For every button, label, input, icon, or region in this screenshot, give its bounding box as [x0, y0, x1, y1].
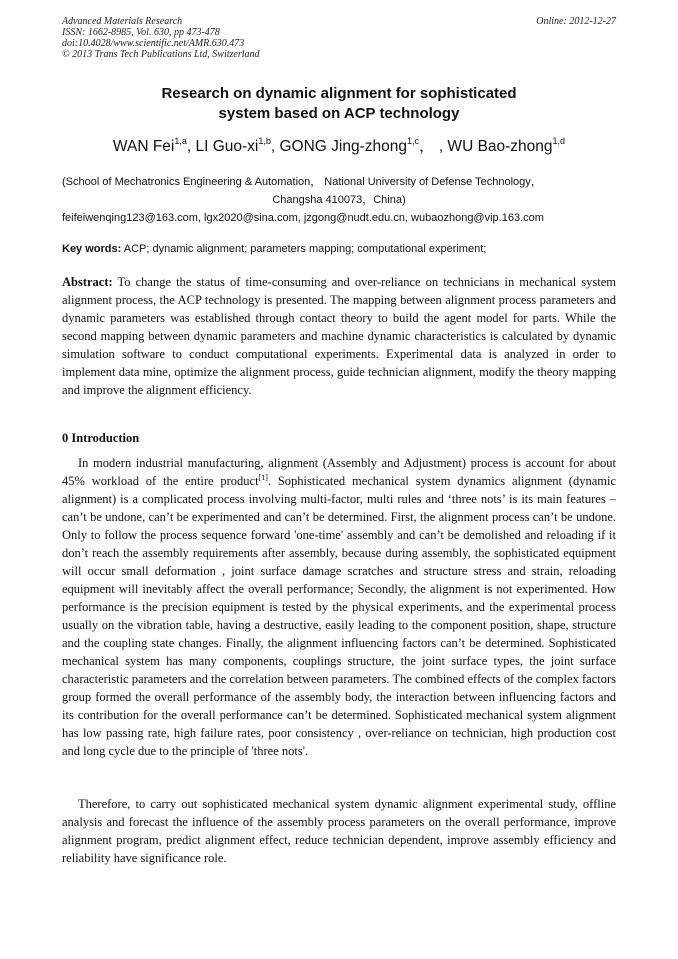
- affiliation-line-1: (School of Mechatronics Engineering & Automation， National University of Defense Technology，: [62, 176, 542, 188]
- intro-paragraph-1: [62, 454, 616, 760]
- author-name: WAN Fei: [112, 138, 175, 155]
- issn-line: ISSN: 1662-8985, Vol. 630, pp 473-478: [62, 27, 220, 38]
- author-list: [62, 137, 616, 157]
- author-affil-mark: 1,c: [407, 136, 420, 146]
- author-name: , GONG Jing-zhong: [270, 138, 407, 155]
- intro-paragraph-2: Therefore, to carry out sophisticated mechanical system dynamic alignment experimental study, offline analysis and forecast the influence of the assembly process parameters on the overall performance, improve alignment program, predict alignment effect, reduce technician dependent, improve assembly efficiency and reliability have significance role.: [62, 797, 616, 865]
- keywords: [62, 241, 616, 257]
- author-affil-mark: 1,d: [552, 136, 566, 146]
- paper-title: [62, 84, 616, 124]
- online-date: Online: 2012-12-27: [536, 16, 616, 27]
- affiliation-line-2: Changsha 410073，China): [272, 194, 406, 206]
- journal-name: Advanced Materials Research: [62, 16, 183, 27]
- author-emails: feifeiwenqing123@163.com, lgx2020@sina.com, jzgong@nudt.edu.cn, wubaozhong@vip.163.com: [62, 212, 544, 224]
- author-name: ， , WU Bao-zhong: [419, 138, 553, 155]
- journal-header: [62, 16, 616, 60]
- intro-text-start: In modern industrial manufacturing, alignment (Assembly and Adjustment) process is account for about 45% workload of the entire product: [62, 456, 616, 488]
- citation-ref: [1]: [258, 473, 268, 482]
- author-name: , LI Guo-xi: [186, 138, 259, 155]
- affiliation: [62, 173, 616, 227]
- section-heading: 0 Introduction: [62, 431, 140, 445]
- keywords-text: ACP; dynamic alignment; parameters mapping; computational experiment;: [121, 243, 487, 255]
- author-affil-mark: 1,b: [258, 136, 271, 146]
- keywords-label: Key words:: [62, 243, 122, 255]
- doi-line: doi:10.4028/www.scientific.net/AMR.630.473: [62, 38, 245, 49]
- abstract-label: Abstract:: [62, 275, 113, 289]
- title-line-1: Research on dynamic alignment for sophisticated: [161, 85, 517, 102]
- author-affil-mark: 1,a: [174, 136, 187, 146]
- intro-text-rest: . Sophisticated mechanical system dynamics alignment (dynamic alignment) is a complicated process involving multi-factor, multi rules and ‘three nots’ is its main features – can’t be undone, can’t be experimented and can’t be determined. First, the alignment process can’t be undone. Only to follow the process sequence forward 'one-time' assembly and can’t be demolished and reloading if it don’t reach the assembly requirements after assembly, because during assembly, the sophisticated equipment will occur small deformation , joint surface damage scratches and structure stress and strain, reloading equipment will inevitably affect the overall performance; Secondly, the alignment is not experimented. How performance is the precision equipment is tested by the physical experiments, and the experimental process usually on the vibration table, having a destructive, easily leading to the component position, shape, structure and the coupling state changes. Finally, the alignment influencing factors can’t be determined. Sophisticated mechanical system has many components, couplings structure, the joint surface types, the joint surface characteristic parameters and the correlation between parameters. The combined effects of the complex factors group formed the overall performance of the assembly body, the interaction between influencing factors and its contribution for the overall performance can’t be determined. Sophisticated mechanical system alignment has low passing rate, high failure rates, poor consistency , over-reliance on technician, high production cost and long cycle due to the principle of 'three nots'.: [62, 474, 616, 758]
- abstract: [62, 273, 616, 399]
- copyright-line: © 2013 Trans Tech Publications Ltd, Switzerland: [62, 49, 260, 60]
- abstract-text: To change the status of time-consuming and over-reliance on technicians in mechanical system alignment process, the ACP technology is presented. The mapping between alignment process parameters and dynamic parameters was established through contact theory to build the agent model for parts. While the second mapping between dynamic parameters and machine dynamic characteristics is calculated by dynamic simulation software to conduct computational experiments. Experimental data is analyzed in order to implement data mine, optimize the alignment process, guide technician alignment, modify the theory mapping and improve the alignment efficiency.: [62, 275, 616, 397]
- title-line-2: system based on ACP technology: [218, 105, 460, 122]
